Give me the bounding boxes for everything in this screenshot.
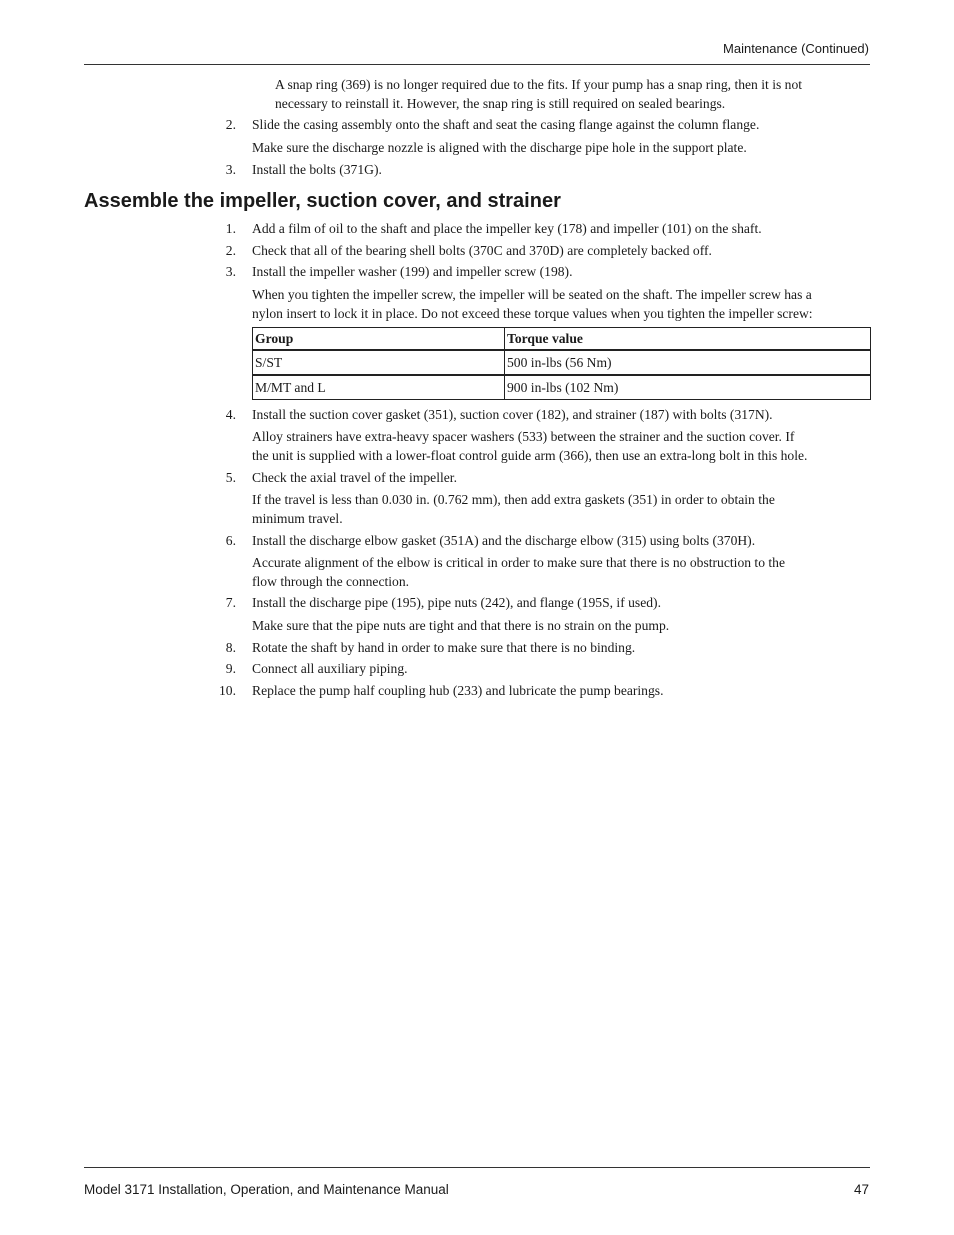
step-text: Install the impeller washer (199) and impeller screw (198). [252,264,573,279]
table-cell: 500 in-lbs (56 Nm) [505,350,871,375]
section-heading: Assemble the impeller, suction cover, and strainer [84,190,561,212]
step-number: 3. [225,162,236,177]
step-text: Rotate the shaft by hand in order to make sure that there is no binding. [252,640,636,655]
header-rule [84,64,870,65]
table-header-row [253,328,871,351]
step-number: 5. [225,470,236,485]
step-text: Add a film of oil to the shaft and place the impeller key (178) and impeller (101) on the shaft. [252,221,762,236]
step-number: 4. [225,407,236,422]
step-note-line-1: When you tighten the impeller screw, the impeller will be seated on the shaft. The impeller screw has a [252,287,812,302]
step-note-line-1: Alloy strainers have extra-heavy spacer washers (533) between the strainer and the suction cover. If [252,429,795,444]
page-number: 47 [853,1182,869,1197]
table-cell: S/ST [253,350,505,375]
step-number: 1. [225,221,236,236]
footer-manual-title: Model 3171 Installation, Operation, and Maintenance Manual [84,1182,449,1197]
step-text: Check that all of the bearing shell bolts (370C and 370D) are completely backed off. [252,243,712,258]
step-note-line-2: nylon insert to lock it in place. Do not exceed these torque values when you tighten the impeller screw: [252,306,813,321]
snap-ring-note-line-1: A snap ring (369) is no longer required due to the fits. If your pump has a snap ring, then it is not [275,77,803,92]
step-note: Make sure that the pipe nuts are tight and that there is no strain on the pump. [252,618,670,633]
step-number: 6. [225,533,236,548]
step-note-line-2: flow through the connection. [252,574,410,589]
table-header-cell: Group [253,328,505,351]
running-header: Maintenance (Continued) [723,41,869,56]
step-note-line-2: the unit is supplied with a lower-float control guide arm (366), then use an extra-long bolt in this hole. [252,448,808,463]
step-text: Install the discharge pipe (195), pipe nuts (242), and flange (195S, if used). [252,595,661,610]
step-number: 2. [225,243,236,258]
step-note-line-2: minimum travel. [252,511,343,526]
step-text: Install the suction cover gasket (351), suction cover (182), and strainer (187) with bolts (317N). [252,407,773,422]
step-number: 10. [219,683,236,698]
step-text: Connect all auxiliary piping. [252,661,408,676]
step-text: Check the axial travel of the impeller. [252,470,457,485]
step-number: 7. [225,595,236,610]
step-number: 2. [225,117,236,132]
step-note-line-1: Accurate alignment of the elbow is critical in order to make sure that there is no obstruction to the [252,555,786,570]
step-number: 3. [225,264,236,279]
step-text: Install the discharge elbow gasket (351A) and the discharge elbow (315) using bolts (370H). [252,533,756,548]
table-cell: M/MT and L [253,375,505,400]
step-text: Slide the casing assembly onto the shaft and seat the casing flange against the column flange. [252,117,760,132]
torque-table [252,327,871,400]
step-number: 9. [225,661,236,676]
step-text: Replace the pump half coupling hub (233) and lubricate the pump bearings. [252,683,664,698]
step-text: Install the bolts (371G). [252,162,382,177]
footer-rule [84,1167,870,1168]
step-number: 8. [225,640,236,655]
step-note: Make sure the discharge nozzle is aligned with the discharge pipe hole in the support plate. [252,140,747,155]
table-row [253,350,871,375]
table-cell: 900 in-lbs (102 Nm) [505,375,871,400]
table-row [253,375,871,400]
step-note-line-1: If the travel is less than 0.030 in. (0.762 mm), then add extra gaskets (351) in order to obtain the [252,492,775,507]
table-header-cell: Torque value [505,328,871,351]
snap-ring-note-line-2: necessary to reinstall it. However, the snap ring is still required on sealed bearings. [275,96,726,111]
